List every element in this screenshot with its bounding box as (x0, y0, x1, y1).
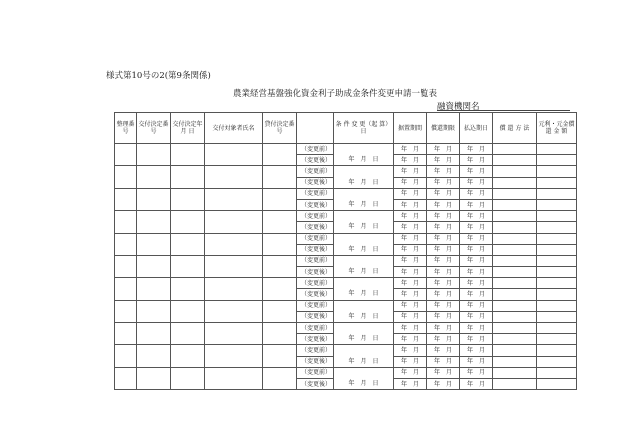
haraikomi-kijitsu-after: 年 月 (460, 177, 493, 188)
record-row-before (115, 345, 577, 356)
phase-after-label: （変更後） (297, 155, 334, 166)
sueoki-kikan-before: 年 月 (394, 300, 427, 311)
shokan-kigen-after: 年 月 (427, 289, 460, 300)
seiri-bango-cell (115, 323, 137, 345)
header-sueoki-kikan: 据置期間 (394, 113, 427, 144)
seiri-bango-cell (115, 166, 137, 188)
shokan-hoho-before (493, 188, 537, 199)
institution-label: 融資機関名 (437, 102, 480, 112)
kofu-taisho-name-cell (205, 323, 263, 345)
phase-before-label: （変更前） (297, 211, 334, 222)
phase-before-label: （変更前） (297, 144, 334, 155)
joken-henko-date-text: 年 月 日 (348, 178, 379, 186)
shokan-kigen-before: 年 月 (427, 278, 460, 289)
shokan-kingaku-after (537, 356, 577, 367)
kofu-kettei-bango-cell (137, 233, 171, 255)
kofu-kettei-date-cell (171, 255, 205, 277)
kofu-kettei-bango-cell (137, 144, 171, 166)
joken-henko-date-cell (334, 300, 394, 322)
phase-after-label: （変更後） (297, 334, 334, 345)
shokan-kingaku-before (537, 233, 577, 244)
haraikomi-kijitsu-before: 年 月 (460, 211, 493, 222)
kofu-kettei-date-cell (171, 211, 205, 233)
header-kofu-kettei-date: 交付決定年 月 日 (171, 113, 205, 144)
haraikomi-kijitsu-after: 年 月 (460, 289, 493, 300)
joken-henko-date-cell (334, 233, 394, 255)
kofu-kettei-date-cell (171, 166, 205, 188)
seiri-bango-cell (115, 211, 137, 233)
shokan-kigen-before: 年 月 (427, 188, 460, 199)
header-seiri-bango: 整理番号 (115, 113, 137, 144)
sueoki-kikan-before: 年 月 (394, 345, 427, 356)
kashitsuke-kettei-bango-cell (263, 300, 297, 322)
sueoki-kikan-after: 年 月 (394, 267, 427, 278)
shokan-hoho-before (493, 144, 537, 155)
shokan-kingaku-after (537, 177, 577, 188)
haraikomi-kijitsu-before: 年 月 (460, 367, 493, 378)
shokan-kigen-after: 年 月 (427, 199, 460, 210)
shokan-kigen-before: 年 月 (427, 233, 460, 244)
joken-henko-date-text: 年 月 日 (348, 223, 379, 231)
shokan-kingaku-before (537, 255, 577, 266)
shokan-hoho-before (493, 323, 537, 334)
shokan-kigen-before: 年 月 (427, 211, 460, 222)
sueoki-kikan-after: 年 月 (394, 199, 427, 210)
phase-after-label: （変更後） (297, 378, 334, 389)
shokan-kigen-after: 年 月 (427, 177, 460, 188)
phase-after-label: （変更後） (297, 356, 334, 367)
kofu-kettei-date-cell (171, 233, 205, 255)
shokan-kingaku-after (537, 244, 577, 255)
sueoki-kikan-after: 年 月 (394, 356, 427, 367)
shokan-kingaku-before (537, 300, 577, 311)
kofu-kettei-bango-cell (137, 367, 171, 389)
phase-before-label: （変更前） (297, 255, 334, 266)
shokan-kigen-before: 年 月 (427, 255, 460, 266)
sueoki-kikan-after: 年 月 (394, 289, 427, 300)
shokan-kigen-before: 年 月 (427, 300, 460, 311)
joken-henko-date-text: 年 月 日 (348, 379, 379, 387)
shokan-kingaku-after (537, 199, 577, 210)
phase-after-label: （変更後） (297, 199, 334, 210)
sueoki-kikan-before: 年 月 (394, 278, 427, 289)
joken-henko-date-cell (334, 166, 394, 188)
kofu-kettei-bango-cell (137, 300, 171, 322)
phase-after-label: （変更後） (297, 311, 334, 322)
seiri-bango-cell (115, 345, 137, 367)
shokan-hoho-before (493, 300, 537, 311)
haraikomi-kijitsu-after: 年 月 (460, 334, 493, 345)
shokan-kigen-after: 年 月 (427, 267, 460, 278)
kofu-taisho-name-cell (205, 278, 263, 300)
phase-before-label: （変更前） (297, 300, 334, 311)
joken-henko-date-text: 年 月 日 (348, 312, 379, 320)
kashitsuke-kettei-bango-cell (263, 233, 297, 255)
shokan-kingaku-after (537, 289, 577, 300)
kofu-taisho-name-cell (205, 255, 263, 277)
haraikomi-kijitsu-after: 年 月 (460, 199, 493, 210)
kofu-taisho-name-cell (205, 166, 263, 188)
header-row (115, 113, 577, 144)
haraikomi-kijitsu-before: 年 月 (460, 233, 493, 244)
shokan-hoho-before (493, 367, 537, 378)
shokan-hoho-before (493, 233, 537, 244)
record-row-before (115, 144, 577, 155)
joken-henko-date-cell (334, 188, 394, 210)
shokan-hoho-after (493, 356, 537, 367)
shokan-hoho-after (493, 289, 537, 300)
joken-henko-date-cell (334, 323, 394, 345)
shokan-kigen-before: 年 月 (427, 166, 460, 177)
shokan-hoho-before (493, 278, 537, 289)
record-row-before (115, 233, 577, 244)
sueoki-kikan-before: 年 月 (394, 166, 427, 177)
shokan-kigen-before: 年 月 (427, 144, 460, 155)
record-row-before (115, 211, 577, 222)
sueoki-kikan-after: 年 月 (394, 378, 427, 389)
shokan-kingaku-before (537, 166, 577, 177)
header-shokan-kingaku: 元利・元金償 還 金 額 (537, 113, 577, 144)
kofu-kettei-date-cell (171, 144, 205, 166)
phase-after-label: （変更後） (297, 222, 334, 233)
kashitsuke-kettei-bango-cell (263, 323, 297, 345)
kashitsuke-kettei-bango-cell (263, 211, 297, 233)
record-row-before (115, 367, 577, 378)
change-request-table (114, 112, 577, 390)
seiri-bango-cell (115, 367, 137, 389)
shokan-kingaku-after (537, 267, 577, 278)
kofu-kettei-date-cell (171, 367, 205, 389)
haraikomi-kijitsu-before: 年 月 (460, 345, 493, 356)
haraikomi-kijitsu-before: 年 月 (460, 188, 493, 199)
joken-henko-date-cell (334, 255, 394, 277)
seiri-bango-cell (115, 188, 137, 210)
kofu-kettei-date-cell (171, 188, 205, 210)
seiri-bango-cell (115, 233, 137, 255)
shokan-hoho-after (493, 177, 537, 188)
phase-before-label: （変更前） (297, 367, 334, 378)
header-kofu-taisho-name: 交付対象者氏名 (205, 113, 263, 144)
header-kofu-kettei-bango: 交付決定番 号 (137, 113, 171, 144)
sueoki-kikan-before: 年 月 (394, 144, 427, 155)
sueoki-kikan-before: 年 月 (394, 323, 427, 334)
joken-henko-date-text: 年 月 日 (348, 245, 379, 253)
kofu-kettei-bango-cell (137, 345, 171, 367)
institution-underline (437, 110, 570, 111)
haraikomi-kijitsu-before: 年 月 (460, 300, 493, 311)
haraikomi-kijitsu-after: 年 月 (460, 356, 493, 367)
sueoki-kikan-after: 年 月 (394, 155, 427, 166)
kofu-kettei-date-cell (171, 278, 205, 300)
joken-henko-date-cell (334, 367, 394, 389)
kashitsuke-kettei-bango-cell (263, 188, 297, 210)
sueoki-kikan-after: 年 月 (394, 222, 427, 233)
form-number: 様式第10号の2(第9条関係) (106, 71, 211, 81)
shokan-kingaku-after (537, 334, 577, 345)
record-row-before (115, 255, 577, 266)
joken-henko-date-text: 年 月 日 (348, 268, 379, 276)
header-kashitsuke-kettei-bango: 貸付決定番 号 (263, 113, 297, 144)
haraikomi-kijitsu-after: 年 月 (460, 155, 493, 166)
shokan-kigen-after: 年 月 (427, 334, 460, 345)
record-row-before (115, 323, 577, 334)
shokan-kingaku-before (537, 323, 577, 334)
sueoki-kikan-before: 年 月 (394, 367, 427, 378)
kofu-kettei-date-cell (171, 300, 205, 322)
seiri-bango-cell (115, 144, 137, 166)
shokan-kingaku-before (537, 345, 577, 356)
shokan-kigen-after: 年 月 (427, 311, 460, 322)
haraikomi-kijitsu-before: 年 月 (460, 166, 493, 177)
kofu-taisho-name-cell (205, 345, 263, 367)
kashitsuke-kettei-bango-cell (263, 345, 297, 367)
shokan-kingaku-before (537, 211, 577, 222)
header-shokan-hoho: 償 還 方 法 (493, 113, 537, 144)
shokan-hoho-after (493, 378, 537, 389)
kashitsuke-kettei-bango-cell (263, 255, 297, 277)
haraikomi-kijitsu-after: 年 月 (460, 378, 493, 389)
shokan-kigen-after: 年 月 (427, 155, 460, 166)
seiri-bango-cell (115, 300, 137, 322)
joken-henko-date-cell (334, 211, 394, 233)
shokan-kingaku-after (537, 222, 577, 233)
shokan-kingaku-before (537, 278, 577, 289)
kofu-kettei-date-cell (171, 323, 205, 345)
kofu-kettei-bango-cell (137, 166, 171, 188)
record-row-before (115, 300, 577, 311)
shokan-kigen-after: 年 月 (427, 222, 460, 233)
joken-henko-date-text: 年 月 日 (348, 290, 379, 298)
kofu-kettei-bango-cell (137, 211, 171, 233)
shokan-hoho-after (493, 311, 537, 322)
phase-before-label: （変更前） (297, 166, 334, 177)
sueoki-kikan-before: 年 月 (394, 211, 427, 222)
shokan-kigen-after: 年 月 (427, 378, 460, 389)
shokan-hoho-before (493, 345, 537, 356)
kofu-kettei-bango-cell (137, 323, 171, 345)
record-row-before (115, 278, 577, 289)
header-shokan-kigen: 償還期限 (427, 113, 460, 144)
kofu-taisho-name-cell (205, 367, 263, 389)
haraikomi-kijitsu-after: 年 月 (460, 267, 493, 278)
phase-before-label: （変更前） (297, 323, 334, 334)
record-row-before (115, 188, 577, 199)
kofu-taisho-name-cell (205, 233, 263, 255)
seiri-bango-cell (115, 255, 137, 277)
kashitsuke-kettei-bango-cell (263, 367, 297, 389)
shokan-kigen-after: 年 月 (427, 356, 460, 367)
sueoki-kikan-before: 年 月 (394, 188, 427, 199)
joken-henko-date-text: 年 月 日 (348, 200, 379, 208)
phase-before-label: （変更前） (297, 278, 334, 289)
shokan-hoho-before (493, 211, 537, 222)
seiri-bango-cell (115, 278, 137, 300)
kofu-taisho-name-cell (205, 211, 263, 233)
sueoki-kikan-before: 年 月 (394, 233, 427, 244)
phase-after-label: （変更後） (297, 244, 334, 255)
kofu-kettei-date-cell (171, 345, 205, 367)
phase-before-label: （変更前） (297, 233, 334, 244)
sueoki-kikan-after: 年 月 (394, 311, 427, 322)
shokan-hoho-after (493, 222, 537, 233)
shokan-kigen-after: 年 月 (427, 244, 460, 255)
shokan-hoho-after (493, 267, 537, 278)
phase-before-label: （変更前） (297, 345, 334, 356)
joken-henko-date-text: 年 月 日 (348, 335, 379, 343)
shokan-kingaku-after (537, 311, 577, 322)
header-haraikomi-kijitsu: 払込期日 (460, 113, 493, 144)
phase-after-label: （変更後） (297, 267, 334, 278)
shokan-kingaku-after (537, 378, 577, 389)
sueoki-kikan-after: 年 月 (394, 334, 427, 345)
phase-after-label: （変更後） (297, 289, 334, 300)
haraikomi-kijitsu-after: 年 月 (460, 222, 493, 233)
shokan-hoho-after (493, 199, 537, 210)
kofu-taisho-name-cell (205, 144, 263, 166)
shokan-kingaku-before (537, 367, 577, 378)
haraikomi-kijitsu-before: 年 月 (460, 323, 493, 334)
header-joken-henko-date: 条 件 変 更（起 算）日 (334, 113, 394, 144)
shokan-kingaku-after (537, 155, 577, 166)
shokan-hoho-after (493, 155, 537, 166)
kofu-taisho-name-cell (205, 300, 263, 322)
haraikomi-kijitsu-before: 年 月 (460, 278, 493, 289)
phase-before-label: （変更前） (297, 188, 334, 199)
joken-henko-date-text: 年 月 日 (348, 156, 379, 164)
kofu-kettei-bango-cell (137, 188, 171, 210)
kashitsuke-kettei-bango-cell (263, 144, 297, 166)
shokan-kigen-before: 年 月 (427, 323, 460, 334)
haraikomi-kijitsu-after: 年 月 (460, 244, 493, 255)
haraikomi-kijitsu-before: 年 月 (460, 255, 493, 266)
shokan-kingaku-before (537, 188, 577, 199)
shokan-kingaku-before (537, 144, 577, 155)
joken-henko-date-cell (334, 345, 394, 367)
sueoki-kikan-before: 年 月 (394, 255, 427, 266)
document-title: 農業経営基盤強化資金利子助成金条件変更申請一覧表 (232, 89, 437, 99)
shokan-hoho-after (493, 334, 537, 345)
kofu-kettei-bango-cell (137, 255, 171, 277)
header-phase (297, 113, 334, 144)
kofu-kettei-bango-cell (137, 278, 171, 300)
kashitsuke-kettei-bango-cell (263, 278, 297, 300)
sueoki-kikan-after: 年 月 (394, 244, 427, 255)
joken-henko-date-cell (334, 278, 394, 300)
record-row-before (115, 166, 577, 177)
shokan-kigen-before: 年 月 (427, 367, 460, 378)
joken-henko-date-cell (334, 144, 394, 166)
haraikomi-kijitsu-after: 年 月 (460, 311, 493, 322)
kofu-taisho-name-cell (205, 188, 263, 210)
shokan-hoho-before (493, 166, 537, 177)
kashitsuke-kettei-bango-cell (263, 166, 297, 188)
shokan-hoho-after (493, 244, 537, 255)
joken-henko-date-text: 年 月 日 (348, 357, 379, 365)
phase-after-label: （変更後） (297, 177, 334, 188)
shokan-kigen-before: 年 月 (427, 345, 460, 356)
shokan-hoho-before (493, 255, 537, 266)
haraikomi-kijitsu-before: 年 月 (460, 144, 493, 155)
sueoki-kikan-after: 年 月 (394, 177, 427, 188)
